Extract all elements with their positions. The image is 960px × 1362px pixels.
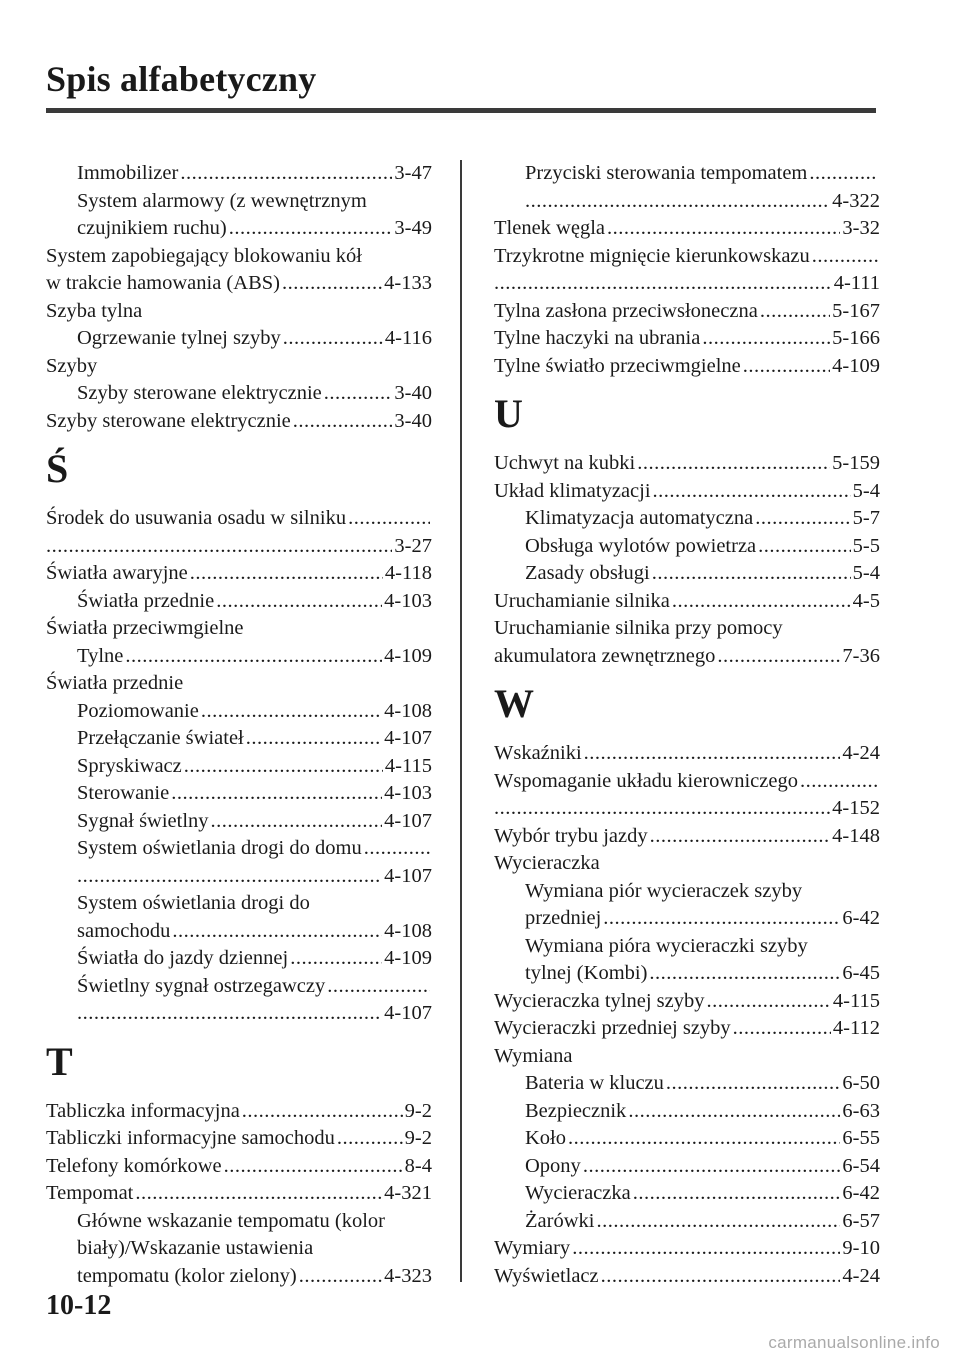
index-entry: [494, 643, 880, 671]
entry-text: Wycieraczki przedniej szyby: [494, 1017, 731, 1039]
dot-leader: [584, 740, 841, 768]
entry-text: Wymiary: [494, 1237, 571, 1259]
entry-text: Świetlny sygnał ostrzegawczy: [77, 974, 326, 997]
dot-leader: [135, 1180, 382, 1208]
entry-page-ref: 4-24: [842, 1264, 880, 1287]
index-entry: [494, 1235, 880, 1263]
entry-page-ref: 3-40: [394, 382, 432, 404]
dot-leader: [327, 973, 430, 1001]
index-subentry: [46, 1208, 432, 1236]
index-entry: [494, 1015, 880, 1043]
dot-leader: [77, 1000, 382, 1028]
dot-leader: [364, 835, 430, 863]
index-subentry: [494, 505, 880, 533]
dot-leader: [733, 1015, 831, 1043]
index-subentry: [46, 918, 432, 946]
index-entry: [46, 243, 432, 271]
dot-leader: [601, 1263, 841, 1291]
index-entry: [494, 353, 880, 381]
index-entry: [494, 1043, 880, 1071]
dot-leader: [666, 1070, 841, 1098]
entry-page-ref: 4-109: [384, 947, 432, 969]
entry-page-ref: 4-107: [384, 864, 432, 887]
entry-text: akumulatora zewnętrznego: [494, 644, 716, 667]
index-entry: [46, 1180, 432, 1208]
index-entry: [494, 298, 880, 326]
entry-page-ref: 4-323: [384, 1264, 432, 1287]
dot-leader: [572, 1235, 840, 1263]
index-entry: [46, 1125, 432, 1153]
dot-leader: [283, 325, 383, 353]
index-subentry: [46, 835, 432, 863]
index-column-right: [494, 160, 880, 1290]
dot-leader: [46, 533, 392, 561]
index-entry: [46, 533, 432, 561]
dot-leader: [755, 505, 850, 533]
entry-text: tempomatu (kolor zielony): [77, 1264, 297, 1287]
entry-page-ref: 6-50: [842, 1072, 880, 1094]
entry-page-ref: 3-47: [394, 162, 432, 184]
dot-leader: [650, 823, 831, 851]
dot-leader: [649, 960, 840, 988]
watermark-text: carmanualsonline.info: [768, 1333, 940, 1352]
dot-leader: [171, 780, 382, 808]
index-subentry: [494, 1098, 880, 1126]
index-subentry: [46, 325, 432, 353]
index-subentry: [46, 890, 432, 918]
entry-text: Koło: [525, 1127, 566, 1149]
entry-text: samochodu: [77, 919, 171, 942]
dot-leader: [229, 215, 393, 243]
entry-page-ref: 4-112: [832, 1017, 880, 1039]
index-entry: [494, 1263, 880, 1291]
index-subentry: [494, 933, 880, 961]
index-entry: [494, 478, 880, 506]
dot-leader: [190, 560, 383, 588]
index-subentry: [494, 905, 880, 933]
index-entry: [494, 988, 880, 1016]
index-entry: [46, 615, 432, 643]
index-subentry: [46, 863, 432, 891]
entry-text: System zapobiegający blokowaniu kół: [46, 244, 362, 267]
entry-text: Opony: [525, 1154, 581, 1177]
entry-text: Bateria w kluczu: [525, 1072, 664, 1094]
entry-text: Szyby sterowane elektrycznie: [46, 409, 291, 432]
index-subentry: [494, 1180, 880, 1208]
entry-text: Szyby sterowane elektrycznie: [77, 382, 322, 404]
entry-text: Wycieraczka tylnej szyby: [494, 989, 705, 1012]
entry-text: Światła awaryjne: [46, 562, 188, 584]
entry-text: Wyświetlacz: [494, 1264, 599, 1287]
dot-leader: [216, 588, 382, 616]
index-subentry: [46, 1263, 432, 1291]
index-entry: [46, 408, 432, 436]
dot-leader: [583, 1153, 841, 1181]
entry-page-ref: 5-167: [832, 299, 880, 322]
entry-text: Żarówki: [525, 1209, 595, 1232]
index-entry: [46, 270, 432, 298]
dot-leader: [494, 270, 832, 298]
entry-text: Tylne światło przeciwmgielne: [494, 354, 741, 377]
entry-page-ref: 4-24: [842, 742, 880, 764]
index-entry: [46, 670, 432, 698]
entry-text: Wymiana piór wycieraczek szyby: [525, 879, 803, 902]
dot-leader: [812, 243, 878, 271]
entry-text: Zasady obsługi: [525, 562, 650, 584]
entry-page-ref: 3-32: [842, 217, 880, 239]
entry-page-ref: 4-321: [384, 1182, 432, 1204]
column-divider: [460, 160, 462, 1282]
index-entry: [46, 560, 432, 588]
entry-text: Światła przednie: [77, 589, 215, 612]
dot-leader: [809, 160, 878, 188]
entry-text: Telefony komórkowe: [46, 1154, 222, 1177]
entry-page-ref: 4-116: [384, 327, 432, 349]
entry-text: Tylne haczyki na ubrania: [494, 327, 701, 349]
dot-leader: [324, 380, 393, 408]
entry-page-ref: 4-108: [384, 919, 432, 942]
entry-page-ref: 4-107: [384, 809, 432, 832]
dot-leader: [702, 325, 830, 353]
entry-text: Światła przeciwmgielne: [46, 617, 244, 639]
entry-page-ref: 4-5: [852, 589, 880, 612]
index-entry: [494, 795, 880, 823]
dot-leader: [246, 725, 382, 753]
dot-leader: [637, 450, 830, 478]
index-entry: [494, 850, 880, 878]
entry-page-ref: 4-148: [832, 824, 880, 847]
dot-leader: [672, 588, 851, 616]
entry-text: Trzykrotne mignięcie kierunkowskazu: [494, 244, 810, 267]
entry-page-ref: 4-109: [384, 644, 432, 667]
dot-leader: [653, 478, 851, 506]
index-entry: [46, 353, 432, 381]
dot-leader: [607, 215, 840, 243]
index-entry: [494, 740, 880, 768]
index-subentry: [46, 808, 432, 836]
entry-text: przedniej: [525, 907, 602, 929]
index-subentry: [46, 1000, 432, 1028]
dot-leader: [201, 698, 382, 726]
entry-page-ref: 4-111: [833, 272, 880, 294]
index-entry: [494, 243, 880, 271]
index-subentry: [46, 698, 432, 726]
index-subentry: [494, 1070, 880, 1098]
index-subentry: [46, 753, 432, 781]
entry-page-ref: 9-2: [404, 1127, 432, 1149]
entry-text: Sygnał świetlny: [77, 809, 209, 832]
entry-text: Wycieraczka: [494, 852, 600, 874]
dot-leader: [568, 1125, 840, 1153]
entry-text: w trakcie hamowania (ABS): [46, 272, 280, 294]
entry-page-ref: 6-42: [842, 907, 880, 929]
index-entry: [46, 1153, 432, 1181]
index-subentry: [46, 188, 432, 216]
entry-text: Przyciski sterowania tempomatem: [525, 162, 808, 184]
dot-leader: [652, 560, 851, 588]
entry-page-ref: 4-115: [384, 754, 432, 777]
entry-page-ref: 4-133: [384, 272, 432, 294]
entry-text: Układ klimatyzacji: [494, 479, 651, 502]
section-letter: T: [46, 1038, 73, 1084]
index-subentry: [46, 160, 432, 188]
entry-text: Szyba tylna: [46, 299, 143, 322]
entry-text: System oświetlania drogi do domu: [77, 837, 362, 859]
entry-page-ref: 4-103: [384, 782, 432, 804]
entry-page-ref: 6-54: [842, 1154, 880, 1177]
entry-page-ref: 6-57: [842, 1209, 880, 1232]
entry-page-ref: 5-7: [852, 507, 880, 529]
page-header-title: Spis alfabetyczny: [46, 59, 317, 99]
entry-page-ref: 3-49: [394, 217, 432, 239]
entry-text: Tabliczka informacyjna: [46, 1099, 240, 1122]
entry-page-ref: 8-4: [404, 1154, 432, 1177]
section-letter: Ś: [46, 446, 69, 491]
entry-text: Tylne: [77, 644, 124, 667]
dot-leader: [800, 768, 878, 796]
entry-page-ref: 4-107: [384, 727, 432, 749]
index-subentry: [46, 588, 432, 616]
index-subentry: [494, 1125, 880, 1153]
entry-text: Poziomowanie: [77, 699, 199, 722]
index-subentry: [46, 945, 432, 973]
entry-text: Wymiana pióra wycieraczki szyby: [525, 934, 808, 957]
index-subentry: [46, 1235, 432, 1263]
entry-page-ref: 4-103: [384, 589, 432, 612]
entry-page-ref: 6-63: [842, 1099, 880, 1122]
dot-leader: [758, 533, 851, 561]
entry-page-ref: 4-115: [832, 989, 880, 1012]
index-entry: [494, 588, 880, 616]
entry-page-ref: 4-152: [832, 797, 880, 819]
index-subentry: [494, 1208, 880, 1236]
dot-leader: [299, 1263, 382, 1291]
entry-page-ref: 4-107: [384, 1002, 432, 1024]
index-subentry: [46, 643, 432, 671]
index-subentry: [494, 960, 880, 988]
entry-text: Szyby: [46, 354, 98, 377]
dot-leader: [184, 753, 383, 781]
entry-page-ref: 9-10: [842, 1237, 880, 1259]
index-entry: [494, 215, 880, 243]
entry-page-ref: 5-4: [852, 562, 880, 584]
entry-text: Immobilizer: [77, 162, 179, 184]
index-subentry: [494, 1153, 880, 1181]
entry-text: tylnej (Kombi): [525, 962, 648, 984]
index-entry: [494, 325, 880, 353]
entry-text: Przełączanie świateł: [77, 727, 244, 749]
entry-text: Spryskiwacz: [77, 754, 182, 777]
index-entry: [494, 270, 880, 298]
section-letter: W: [494, 681, 534, 726]
entry-page-ref: 9-2: [404, 1099, 432, 1122]
dot-leader: [628, 1098, 840, 1126]
index-entry: [46, 1098, 432, 1126]
index-subentry: [46, 973, 432, 1001]
entry-text: Tylna zasłona przeciwsłoneczna: [494, 299, 758, 322]
index-subentry: [494, 560, 880, 588]
dot-leader: [337, 1125, 403, 1153]
dot-leader: [603, 905, 840, 933]
entry-text: czujnikiem ruchu): [77, 217, 227, 239]
dot-leader: [282, 270, 382, 298]
entry-text: Bezpiecznik: [525, 1099, 627, 1122]
index-entry: [494, 450, 880, 478]
dot-leader: [172, 918, 382, 946]
dot-leader: [717, 643, 840, 671]
entry-text: Światła przednie: [46, 672, 184, 694]
index-subentry: [494, 878, 880, 906]
index-subentry: [46, 215, 432, 243]
index-subentry: [46, 380, 432, 408]
entry-text: Sterowanie: [77, 782, 170, 804]
index-subentry: [494, 188, 880, 216]
entry-text: Środek do usuwania osadu w silniku: [46, 507, 347, 529]
dot-leader: [290, 945, 382, 973]
entry-text: System alarmowy (z wewnętrznym: [77, 189, 367, 212]
dot-leader: [180, 160, 392, 188]
entry-text: Uruchamianie silnika przy pomocy: [494, 617, 783, 639]
dot-leader: [125, 643, 382, 671]
index-entry: [46, 505, 432, 533]
index-entry: [494, 615, 880, 643]
dot-leader: [77, 863, 382, 891]
entry-text: Obsługa wylotów powietrza: [525, 534, 757, 557]
index-entry: [494, 823, 880, 851]
index-subentry: [494, 533, 880, 561]
entry-page-ref: 5-159: [832, 452, 880, 474]
dot-leader: [348, 505, 430, 533]
dot-leader: [707, 988, 831, 1016]
entry-page-ref: 4-109: [832, 354, 880, 377]
entry-page-ref: 4-108: [384, 699, 432, 722]
entry-page-ref: 6-45: [842, 962, 880, 984]
entry-text: Wybór trybu jazdy: [494, 824, 648, 847]
dot-leader: [242, 1098, 403, 1126]
dot-leader: [224, 1153, 403, 1181]
entry-page-ref: 5-166: [832, 327, 880, 349]
dot-leader: [760, 298, 830, 326]
entry-text: Wspomaganie układu kierowniczego: [494, 769, 798, 792]
entry-page-ref: 6-42: [842, 1182, 880, 1204]
index-subentry: [46, 725, 432, 753]
dot-leader: [525, 188, 830, 216]
entry-text: Główne wskazanie tempomatu (kolor: [77, 1209, 385, 1232]
dot-leader: [743, 353, 830, 381]
entry-text: Wycieraczka: [525, 1182, 631, 1204]
entry-text: Wymiana: [494, 1044, 573, 1067]
dot-leader: [293, 408, 393, 436]
page-number: 10-12: [46, 1290, 112, 1321]
entry-text: Tempomat: [46, 1182, 134, 1204]
entry-page-ref: 5-5: [852, 534, 880, 557]
section-letter: U: [494, 391, 523, 436]
index-entry: [494, 768, 880, 796]
dot-leader: [633, 1180, 841, 1208]
entry-text: Tlenek węgla: [494, 217, 605, 239]
entry-text: Wskaźniki: [494, 742, 582, 764]
entry-text: System oświetlania drogi do: [77, 892, 310, 914]
header-rule: [46, 108, 876, 113]
entry-text: Tabliczki informacyjne samochodu: [46, 1127, 335, 1149]
entry-page-ref: 7-36: [842, 644, 880, 667]
entry-text: Światła do jazdy dziennej: [77, 947, 289, 969]
dot-leader: [494, 795, 830, 823]
entry-text: Klimatyzacja automatyczna: [525, 507, 754, 529]
entry-text: biały)/Wskazanie ustawienia: [77, 1237, 314, 1259]
entry-page-ref: 3-40: [394, 409, 432, 432]
entry-text: Uchwyt na kubki: [494, 452, 636, 474]
dot-leader: [596, 1208, 840, 1236]
entry-page-ref: 6-55: [842, 1127, 880, 1149]
index-entry: [46, 298, 432, 326]
index-subentry: [46, 780, 432, 808]
entry-page-ref: 4-118: [384, 562, 432, 584]
entry-text: Ogrzewanie tylnej szyby: [77, 327, 281, 349]
entry-page-ref: 5-4: [852, 479, 880, 502]
dot-leader: [211, 808, 383, 836]
index-column-left: [46, 160, 432, 1290]
entry-text: Uruchamianie silnika: [494, 589, 670, 612]
entry-page-ref: 3-27: [394, 534, 432, 557]
entry-page-ref: 4-322: [832, 189, 880, 212]
index-subentry: [494, 160, 880, 188]
